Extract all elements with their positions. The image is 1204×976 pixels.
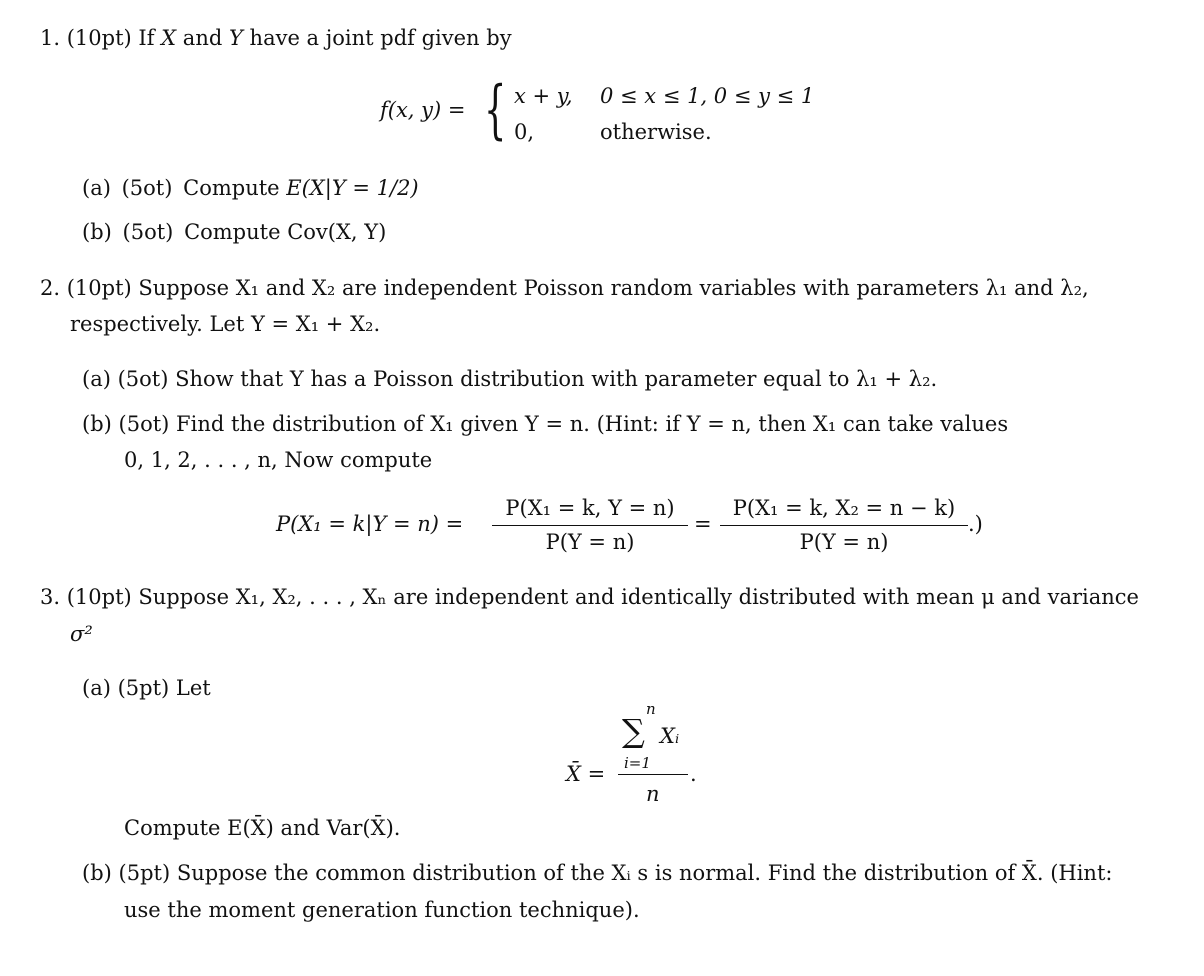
pdf-case1-expr: x + y, [514,84,573,108]
problem-3b-line1: (b) (5pt) Suppose the common distribution of the Xᵢ s is normal. Find the distribution of X̄. (Hint: [82,861,1113,885]
problem-2b-line1: (b) (5ot) Find the distribution of X₁ given Y = n. (Hint: if Y = n, then X₁ can take values [82,412,1009,436]
problem-1b: (b) (5ot) Compute Cov(X, Y) [82,220,387,244]
formula-tail: .) [968,512,983,536]
mean-lhs: X̄ = [566,762,606,786]
equals-sign: = [694,512,712,536]
left-brace-symbol: { [484,73,507,147]
problem-2a: (a) (5ot) Show that Y has a Poisson distribution with parameter equal to λ₁ + λ₂. [82,367,938,391]
problem-3a-compute: Compute E(X̄) and Var(X̄). [124,816,401,840]
fraction-2-numerator: P(X₁ = k, X₂ = n − k) [732,496,956,520]
fraction-1-denominator: P(Y = n) [545,530,635,555]
problem-1a: (a) (5ot) Compute E(X|Y = 1/2) [82,176,419,200]
problem-1-statement: 1. (10pt) If X and Y have a joint pdf given by [40,26,512,50]
problem-2-statement-line2: respectively. Let Y = X₁ + X₂. [70,312,381,336]
mean-period: . [690,762,697,786]
conditional-prob-lhs: P(X₁ = k|Y = n) = [276,512,464,536]
problem-3-statement-line2: σ² [70,622,93,646]
fraction-2 [720,496,968,555]
problem-3b-line2: use the moment generation function technique). [124,898,640,922]
pdf-case2-cond: otherwise. [600,120,712,144]
mean-fraction-bar [618,774,688,775]
fraction-1-numerator: P(X₁ = k, Y = n) [505,496,675,520]
fraction-2-denominator: P(Y = n) [799,530,889,555]
problem-3a-line1: (a) (5pt) Let [82,676,211,700]
sum-upper-limit: n [646,700,656,718]
problem-2b-line2: 0, 1, 2, . . . , n, Now compute [124,448,433,472]
pdf-lhs: f(x, y) = [380,98,466,122]
mean-denominator: n [646,782,660,806]
summation-symbol: ∑ [622,712,645,750]
sum-lower-limit: i=1 [624,754,651,772]
fraction-1 [492,496,688,555]
problem-3-statement-line1: 3. (10pt) Suppose X₁, X₂, . . . , Xₙ are independent and identically distributed with mean μ and variance [40,585,1139,609]
pdf-case2-expr: 0, [514,120,535,144]
summand: Xᵢ [660,724,680,748]
problem-2-statement-line1: 2. (10pt) Suppose X₁ and X₂ are independent Poisson random variables with parameters λ₁ and λ₂, [40,276,1089,300]
pdf-case1-cond: 0 ≤ x ≤ 1, 0 ≤ y ≤ 1 [600,84,815,108]
